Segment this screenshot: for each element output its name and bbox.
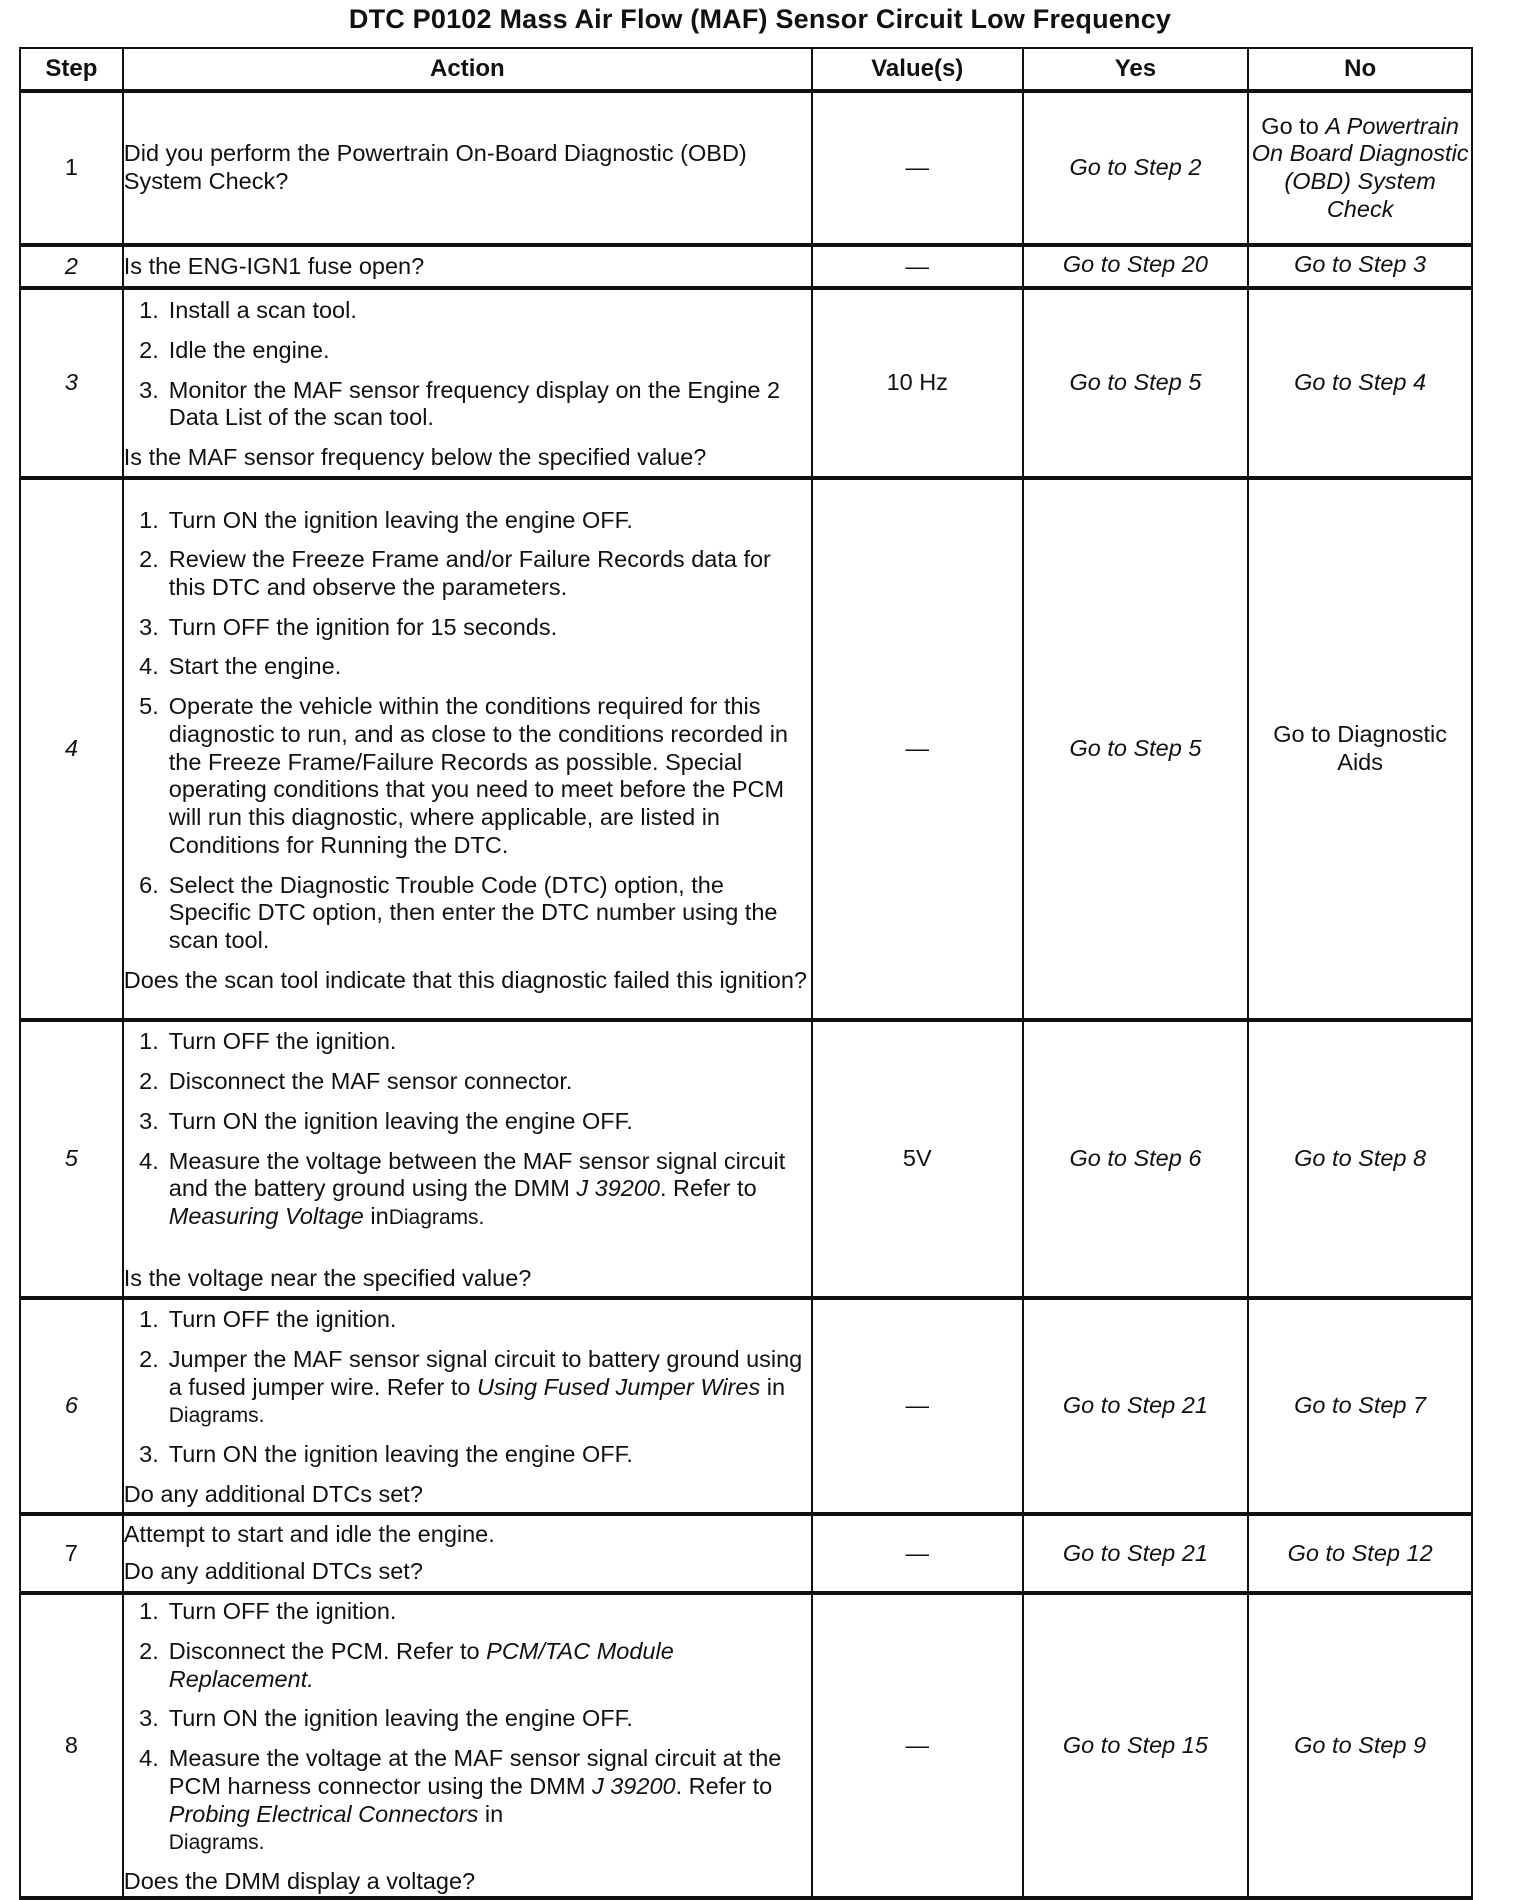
step-number: 2	[20, 245, 123, 288]
action-cell	[123, 478, 812, 1020]
no-reference: A Powertrain On Board Diagnostic (OBD) System Check	[1251, 112, 1469, 222]
header-values: Value(s)	[812, 48, 1023, 91]
list-item: 1. Turn OFF the ignition.	[139, 1306, 397, 1333]
step-number: 4	[20, 478, 123, 1020]
instruction-text: Attempt to start and idle the engine.	[123, 1521, 495, 1548]
table-row	[20, 1514, 1472, 1593]
action-cell	[123, 1020, 812, 1298]
header-step: Step	[20, 48, 123, 91]
list-item: 4. Measure the voltage at the MAF sensor signal circuit at the PCM harness connector using the DMM J 39200. Refer to Probing Electrical Connectors in Diagrams.	[139, 1745, 782, 1855]
list-item: 4. Measure the voltage between the MAF sensor signal circuit and the battery ground using the DMM J 39200. Refer to Measuring Voltage inDiagrams.	[139, 1147, 786, 1230]
action-cell	[123, 1298, 812, 1514]
value-cell: 5V	[812, 1020, 1023, 1298]
no-cell: Go to Step 12	[1248, 1514, 1472, 1593]
no-cell: Go to Step 7	[1248, 1298, 1472, 1514]
header-yes: Yes	[1023, 48, 1249, 91]
list-item: 3. Turn OFF the ignition for 15 seconds.	[139, 613, 558, 640]
question-text: Did you perform the Powertrain On-Board Diagnostic (OBD) System Check?	[123, 140, 747, 194]
no-cell: Go to Step 3	[1248, 245, 1472, 288]
value-cell: —	[812, 478, 1023, 1020]
value-cell: —	[812, 1298, 1023, 1514]
table-row	[20, 1020, 1472, 1298]
no-cell: Go to Step 8	[1248, 1020, 1472, 1298]
list-item: 3. Turn ON the ignition leaving the engine OFF.	[139, 1441, 633, 1468]
list-item: 1. Install a scan tool.	[139, 297, 357, 324]
action-cell	[123, 288, 812, 478]
no-prefix: Go to	[1261, 112, 1326, 139]
list-item: 5. Operate the vehicle within the conditions required for this diagnostic to run, and as close to the conditions recorded in the Freeze Frame/Failure Records as possible. Special operating conditions that you need to meet before the PCM will run this diagnostic, where applicable, are listed in Conditions for Running the DTC.	[139, 693, 788, 858]
action-cell	[123, 1514, 812, 1593]
list-item: 1. Turn OFF the ignition.	[139, 1598, 397, 1625]
list-item: 1. Turn OFF the ignition.	[139, 1028, 397, 1055]
question-text: Do any additional DTCs set?	[123, 1558, 423, 1584]
table-row	[20, 1298, 1472, 1514]
no-cell: Go to Diagnostic Aids	[1248, 478, 1472, 1020]
list-item: 4. Start the engine.	[139, 653, 342, 680]
list-item: 2. Disconnect the PCM. Refer to PCM/TAC Module Replacement.	[139, 1637, 674, 1692]
list-item: 2. Idle the engine.	[139, 336, 330, 363]
value-cell: —	[812, 1514, 1023, 1593]
list-item: 2. Disconnect the MAF sensor connector.	[139, 1068, 573, 1095]
list-item: 6. Select the Diagnostic Trouble Code (DTC) option, the Specific DTC option, then enter the DTC number using the scan tool.	[139, 871, 778, 953]
list-item: 3. Turn ON the ignition leaving the engine OFF.	[139, 1107, 633, 1134]
question-text: Is the voltage near the specified value?	[123, 1264, 532, 1291]
value-cell: 10 Hz	[812, 288, 1023, 478]
table-row	[20, 245, 1472, 288]
list-item: 3. Turn ON the ignition leaving the engine OFF.	[139, 1705, 633, 1732]
no-cell	[1248, 91, 1472, 245]
header-row	[20, 48, 1472, 91]
table-row	[20, 478, 1472, 1020]
list-item: 3. Monitor the MAF sensor frequency display on the Engine 2 Data List of the scan tool.	[139, 376, 781, 431]
step-number: 8	[20, 1593, 123, 1898]
action-cell	[123, 1593, 812, 1898]
question-text: Does the scan tool indicate that this diagnostic failed this ignition?	[123, 966, 807, 993]
value-cell: —	[812, 91, 1023, 245]
value-cell: —	[812, 1593, 1023, 1898]
yes-cell: Go to Step 5	[1023, 478, 1249, 1020]
question-text: Is the ENG-IGN1 fuse open?	[123, 252, 425, 279]
value-cell: —	[812, 245, 1023, 288]
header-action: Action	[123, 48, 812, 91]
list-item: 2. Review the Freeze Frame and/or Failure Records data for this DTC and observe the parameters.	[139, 546, 771, 601]
action-cell	[123, 245, 812, 288]
step-number: 7	[20, 1514, 123, 1593]
question-text: Does the DMM display a voltage?	[123, 1868, 476, 1895]
table-row	[20, 288, 1472, 478]
yes-cell: Go to Step 5	[1023, 288, 1249, 478]
diagnostic-table	[19, 47, 1473, 1900]
yes-cell: Go to Step 2	[1023, 91, 1249, 245]
step-number: 1	[20, 91, 123, 245]
list-item: 2. Jumper the MAF sensor signal circuit to battery ground using a fused jumper wire. Refer to Using Fused Jumper Wires in Diagrams.	[139, 1346, 803, 1428]
step-number: 6	[20, 1298, 123, 1514]
yes-cell: Go to Step 15	[1023, 1593, 1249, 1898]
yes-cell: Go to Step 21	[1023, 1298, 1249, 1514]
question-text: Is the MAF sensor frequency below the specified value?	[123, 444, 707, 471]
no-cell: Go to Step 4	[1248, 288, 1472, 478]
yes-cell: Go to Step 20	[1023, 245, 1249, 288]
page-title: DTC P0102 Mass Air Flow (MAF) Sensor Circuit Low Frequency	[348, 4, 1172, 34]
table-row	[20, 1593, 1472, 1898]
yes-cell: Go to Step 21	[1023, 1514, 1249, 1593]
table-row	[20, 91, 1472, 245]
header-no: No	[1248, 48, 1472, 91]
no-cell: Go to Step 9	[1248, 1593, 1472, 1898]
yes-cell: Go to Step 6	[1023, 1020, 1249, 1298]
step-number: 5	[20, 1020, 123, 1298]
action-cell	[123, 91, 812, 245]
question-text: Do any additional DTCs set?	[123, 1480, 423, 1507]
list-item: 1. Turn ON the ignition leaving the engine OFF.	[139, 506, 633, 533]
step-number: 3	[20, 288, 123, 478]
